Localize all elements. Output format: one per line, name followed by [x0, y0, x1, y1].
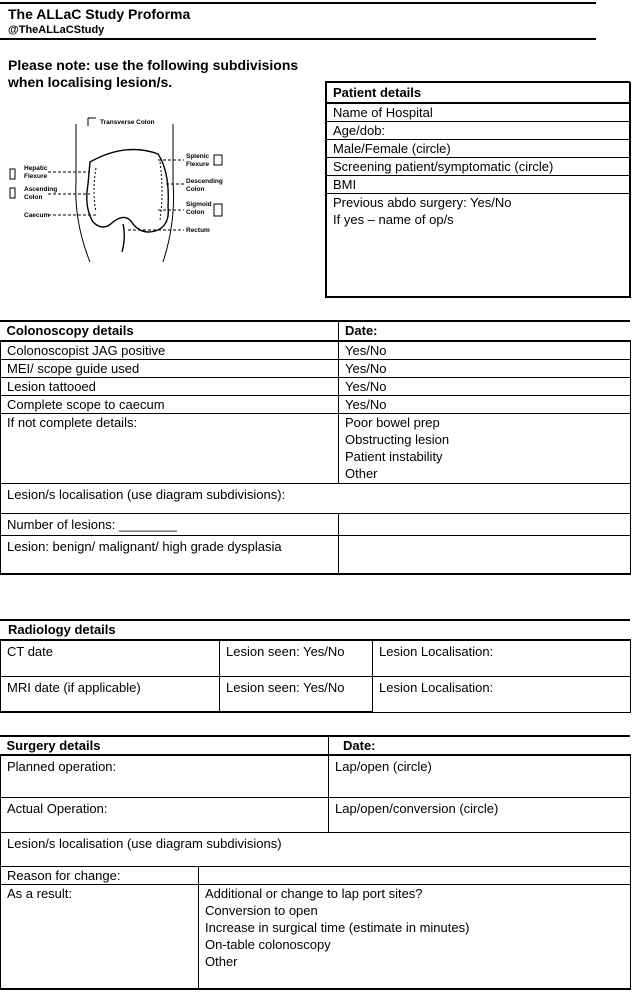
tattooed-value[interactable]: Yes/No [339, 378, 631, 396]
as-a-result-label: As a result: [1, 884, 199, 989]
header-rule [0, 38, 596, 40]
patient-age-field[interactable]: Age/dob: [333, 123, 386, 138]
label-splenic-1: Splenic [186, 153, 210, 160]
as-a-result-options[interactable] [199, 884, 631, 989]
patient-hospital-field[interactable]: Name of Hospital [333, 105, 433, 120]
label-caecum: Caecum [24, 212, 50, 219]
note-line-1: Please note: use the following subdivisions [8, 57, 299, 73]
splenic-box [214, 155, 222, 165]
ct-date[interactable]: CT date [1, 640, 220, 676]
actual-operation[interactable]: Actual Operation: [1, 797, 329, 832]
mri-localisation[interactable]: Lesion Localisation: [373, 676, 631, 712]
incomplete-options[interactable] [339, 414, 631, 484]
label-hepatic-1: Hepatic [24, 165, 48, 172]
surgery-table [0, 737, 631, 990]
planned-approach[interactable]: Lap/open (circle) [329, 755, 631, 797]
lesion-type-value[interactable] [339, 536, 631, 574]
reason-for-change-value[interactable] [199, 866, 631, 884]
colon-haustra-left [94, 168, 96, 212]
jag-label: Colonoscopist JAG positive [1, 341, 339, 360]
study-handle: @TheALLaCStudy [8, 24, 105, 36]
ct-lesion-seen[interactable]: Lesion seen: Yes/No [220, 640, 373, 676]
colonoscopy-date[interactable]: Date: [339, 322, 631, 341]
incomplete-label: If not complete details: [1, 414, 339, 484]
patient-op-name-field[interactable]: If yes – name of op/s [333, 212, 454, 227]
ascending-box [10, 188, 15, 198]
colonoscopy-heading: Colonoscopy details [1, 322, 339, 341]
tattooed-label: Lesion tattooed [1, 378, 339, 396]
note-line-2: when localising lesion/s. [8, 74, 173, 90]
colonoscopy-localisation[interactable]: Lesion/s localisation (use diagram subdivisions): [1, 484, 631, 514]
colon-diagram [8, 112, 248, 262]
patient-screening-field[interactable]: Screening patient/symptomatic (circle) [333, 159, 554, 174]
option-other[interactable]: Other [345, 466, 378, 481]
label-descending-1: Descending [186, 178, 223, 185]
option-instability[interactable]: Patient instability [345, 449, 443, 464]
top-rule [0, 2, 596, 4]
complete-label: Complete scope to caecum [1, 396, 339, 414]
body-outline-left [76, 124, 90, 262]
patient-bmi-field[interactable]: BMI [333, 177, 357, 192]
radiology-heading: Radiology details [8, 622, 116, 637]
label-ascending-1: Ascending [24, 186, 58, 193]
result-time[interactable]: Increase in surgical time (estimate in minutes) [205, 919, 470, 935]
hepatic-box [10, 169, 15, 179]
label-sigmoid-1: Sigmoid [186, 201, 212, 208]
jag-value[interactable]: Yes/No [339, 341, 631, 360]
result-conversion[interactable]: Conversion to open [205, 902, 318, 918]
result-colonoscopy[interactable]: On-table colonoscopy [205, 936, 331, 952]
number-of-lesions-value[interactable] [339, 514, 631, 536]
colonoscopy-table [0, 322, 631, 575]
label-descending-2: Colon [186, 186, 205, 193]
patient-sex-field[interactable]: Male/Female (circle) [333, 141, 451, 156]
ct-localisation[interactable]: Lesion Localisation: [373, 640, 631, 676]
mri-date[interactable]: MRI date (if applicable) [1, 676, 220, 712]
mei-value[interactable]: Yes/No [339, 360, 631, 378]
complete-value[interactable]: Yes/No [339, 396, 631, 414]
label-splenic-2: Flexure [186, 161, 210, 168]
mri-lesion-seen[interactable]: Lesion seen: Yes/No [220, 676, 373, 712]
label-rectum: Rectum [186, 227, 210, 234]
number-of-lesions[interactable]: Number of lesions: ________ [1, 514, 339, 536]
patient-heading: Patient details [333, 85, 422, 100]
page-title: The ALLaC Study Proforma [8, 6, 191, 22]
label-ascending-2: Colon [24, 194, 43, 201]
reason-for-change[interactable]: Reason for change: [1, 866, 199, 884]
surgery-heading: Surgery details [1, 737, 329, 755]
sigmoid-box [214, 204, 222, 216]
radiology-table [0, 639, 631, 713]
surgery-date[interactable]: Date: [329, 737, 631, 755]
actual-approach[interactable]: Lap/open/conversion (circle) [329, 797, 631, 832]
colon-shape [87, 150, 169, 233]
surgery-localisation[interactable]: Lesion/s localisation (use diagram subdivisions) [1, 832, 631, 866]
option-obstructing[interactable]: Obstructing lesion [345, 432, 450, 447]
patient-details-box [325, 82, 631, 298]
result-other[interactable]: Other [205, 953, 238, 969]
mei-label: MEI/ scope guide used [1, 360, 339, 378]
patient-prev-surgery-field[interactable]: Previous abdo surgery: Yes/No [333, 195, 512, 210]
colon-haustra-right [160, 162, 162, 220]
label-sigmoid-2: Colon [186, 209, 205, 216]
option-poor-prep[interactable]: Poor bowel prep [345, 415, 440, 430]
label-transverse: Transverse Colon [100, 119, 155, 126]
lesion-type[interactable]: Lesion: benign/ malignant/ high grade dysplasia [1, 536, 339, 574]
planned-operation[interactable]: Planned operation: [1, 755, 329, 797]
rectum-shape [122, 224, 124, 252]
result-port-sites[interactable]: Additional or change to lap port sites? [205, 885, 423, 901]
label-hepatic-2: Flexure [24, 173, 48, 180]
